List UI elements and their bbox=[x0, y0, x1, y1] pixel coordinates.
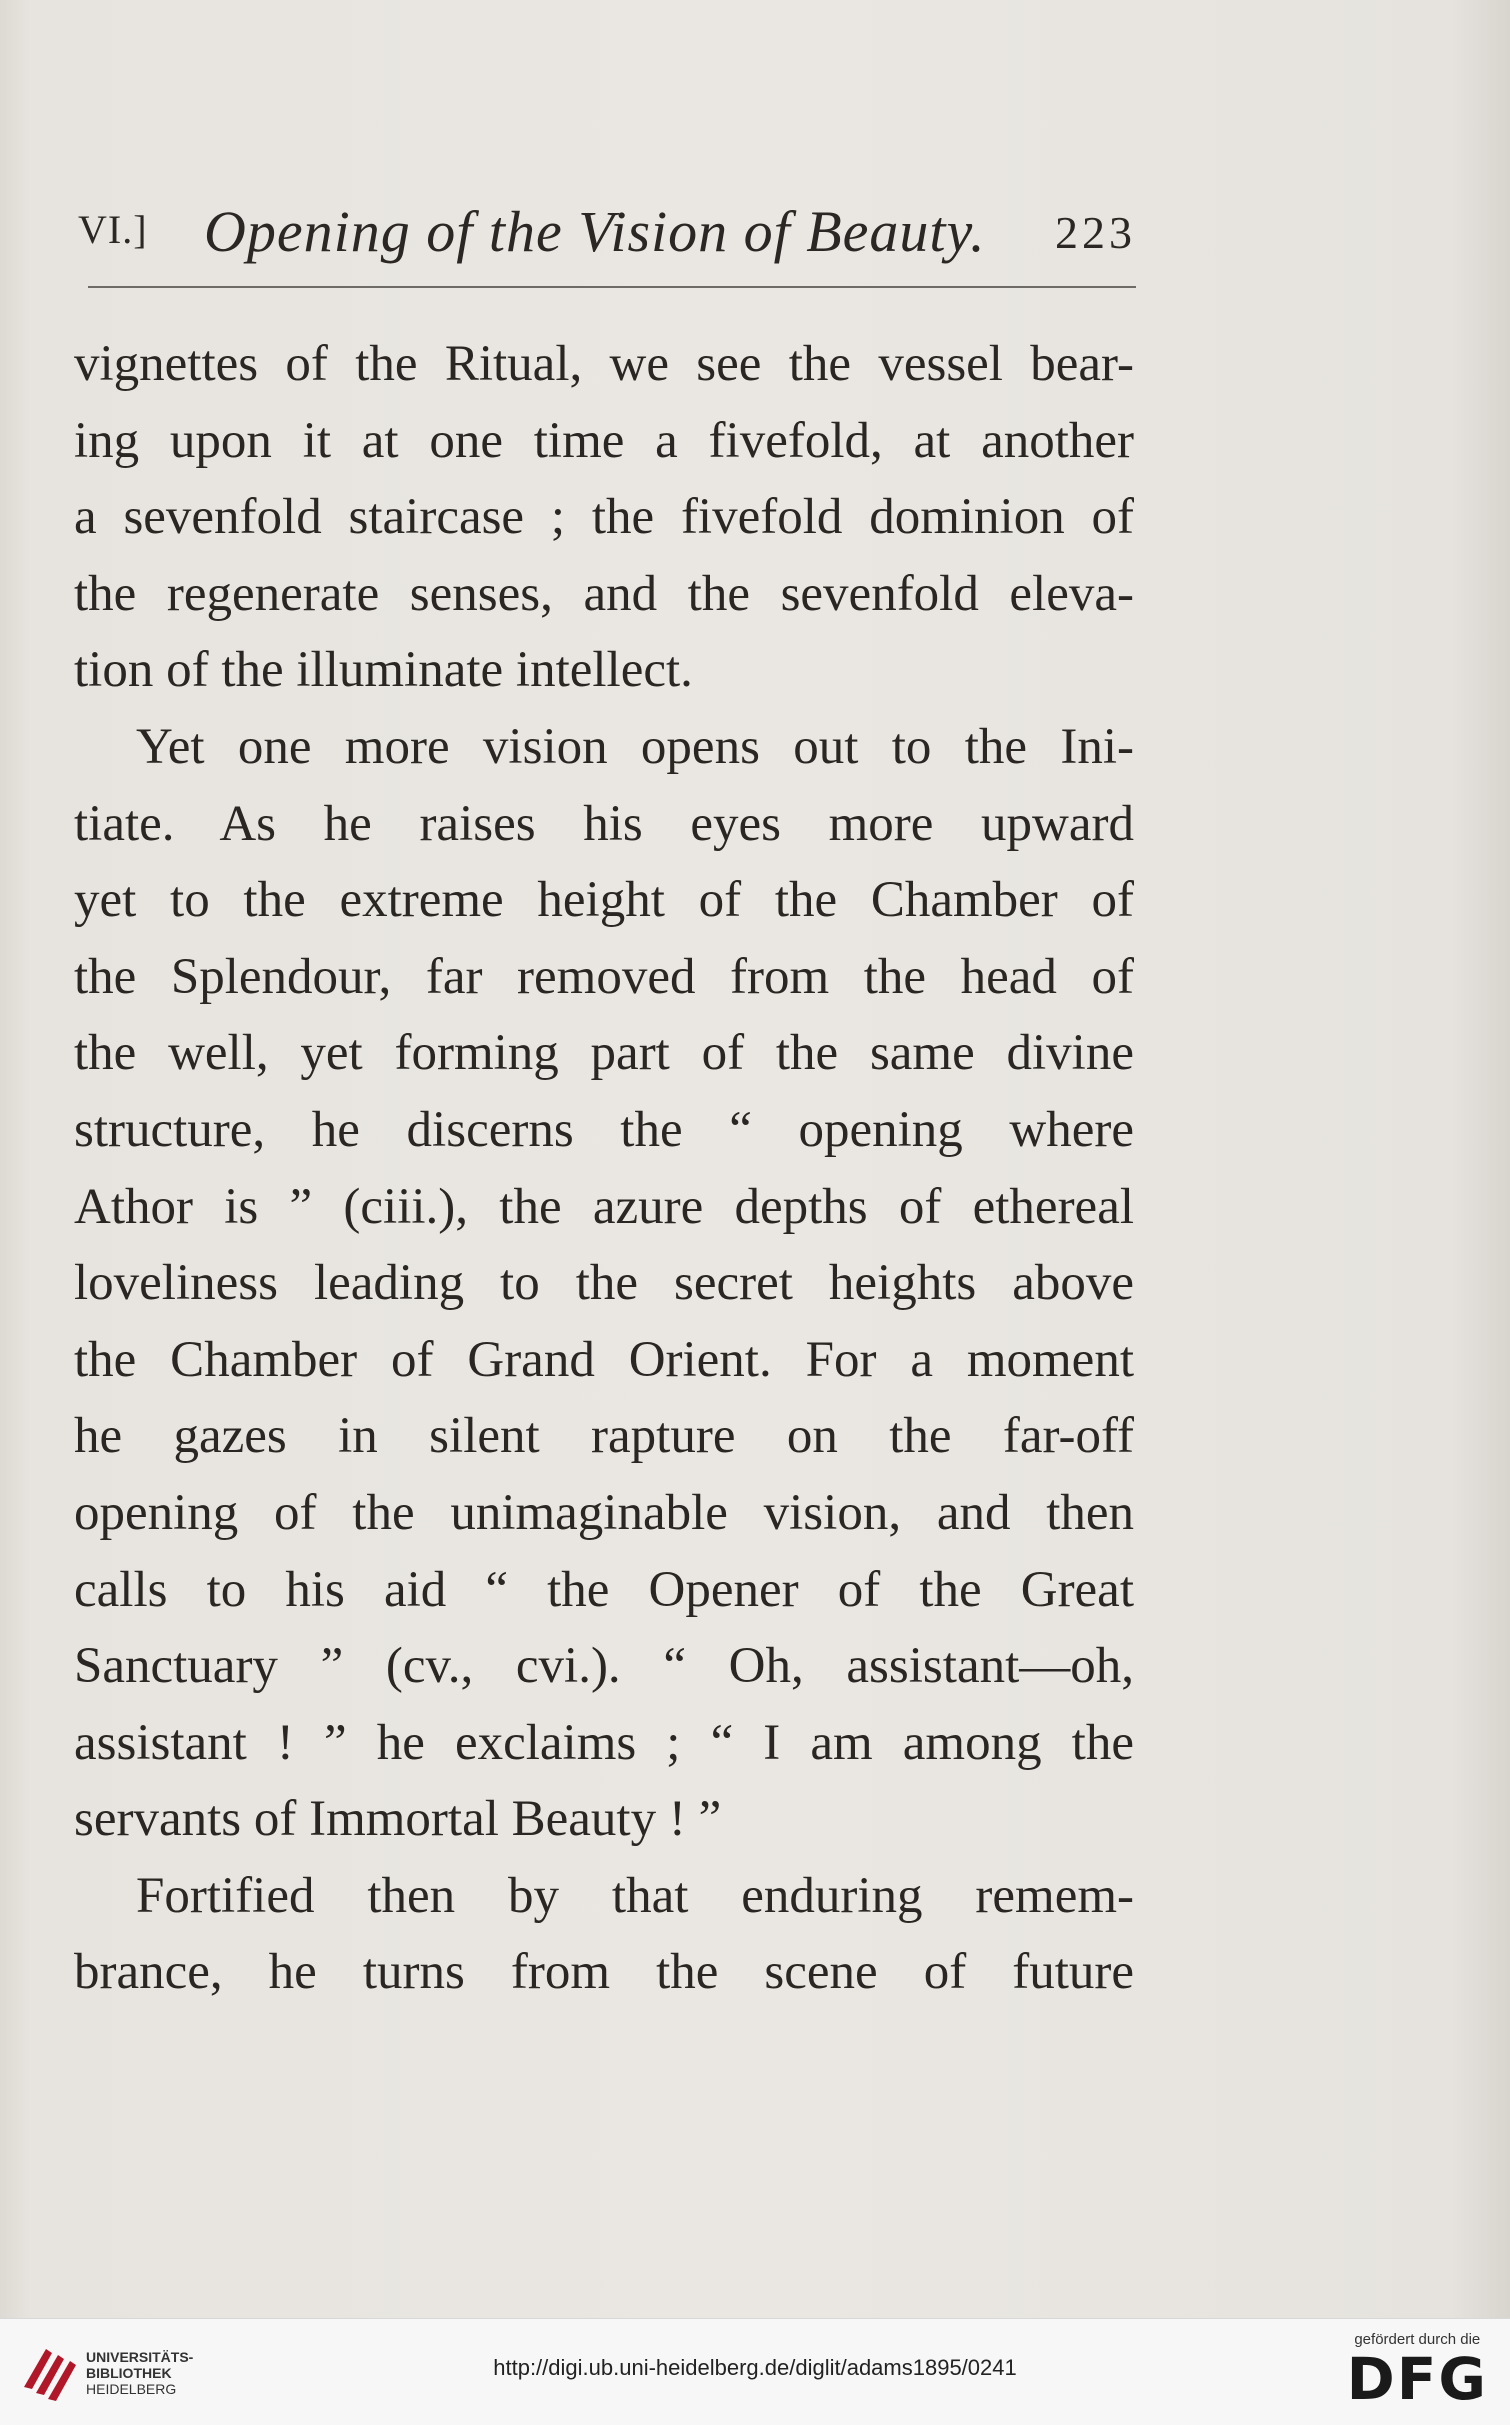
text-line: the regenerate senses, and the sevenfold eleva- bbox=[74, 565, 1134, 622]
text-line: opening of the unimaginable vision, and then bbox=[74, 1484, 1134, 1541]
text-line: loveliness leading to the secret heights above bbox=[74, 1255, 1134, 1312]
text-line: Fortified then by that enduring remem- bbox=[136, 1867, 1134, 1924]
text-line: Yet one more vision opens out to the Ini- bbox=[136, 718, 1134, 775]
page-number: 223 bbox=[1055, 207, 1136, 258]
library-name-line: UNIVERSITÄTS- bbox=[86, 2349, 194, 2365]
running-title: Opening of the Vision of Beauty. bbox=[204, 199, 986, 264]
running-header bbox=[78, 198, 1136, 282]
text-line: the well, yet forming part of the same divine bbox=[74, 1025, 1134, 1082]
text-line: yet to the extreme height of the Chamber of bbox=[74, 872, 1134, 929]
library-name-line: HEIDELBERG bbox=[86, 2381, 177, 2397]
text-line: he gazes in silent rapture on the far-off bbox=[74, 1408, 1134, 1465]
digitization-footer bbox=[0, 2318, 1510, 2425]
text-line: calls to his aid “ the Opener of the Great bbox=[74, 1561, 1134, 1618]
text-line: vignettes of the Ritual, we see the vessel bear- bbox=[74, 336, 1134, 392]
funder-credit bbox=[1346, 2331, 1488, 2413]
library-name-line: BIBLIOTHEK bbox=[86, 2365, 172, 2381]
source-url-link[interactable]: http://digi.ub.uni-heidelberg.de/diglit/adams1895/0241 bbox=[493, 2355, 1017, 2380]
text-line: structure, he discerns the “ opening where bbox=[74, 1101, 1134, 1158]
text-line: tiate. As he raises his eyes more upward bbox=[74, 795, 1134, 852]
dfg-logo: DFG bbox=[1346, 2345, 1488, 2413]
text-line: a sevenfold staircase ; the fivefold dominion of bbox=[74, 489, 1134, 546]
body-text bbox=[74, 326, 1134, 2011]
text-line: the Splendour, far removed from the head of bbox=[74, 948, 1134, 1005]
chapter-marker: VI.] bbox=[78, 207, 148, 252]
text-line: the Chamber of Grand Orient. For a moment bbox=[74, 1331, 1134, 1388]
funded-label: gefördert durch die bbox=[1354, 2331, 1481, 2348]
text-line: assistant ! ” he exclaims ; “ I am among the bbox=[74, 1714, 1134, 1771]
text-line: Athor is ” (ciii.), the azure depths of ethereal bbox=[74, 1178, 1134, 1235]
text-line: tion of the illuminate intellect. bbox=[74, 642, 693, 699]
text-line: brance, he turns from the scene of future bbox=[74, 1944, 1134, 2001]
text-line: Sanctuary ” (cv., cvi.). “ Oh, assistant—oh, bbox=[74, 1638, 1134, 1695]
text-line: servants of Immortal Beauty ! ” bbox=[74, 1791, 722, 1848]
header-rule bbox=[88, 286, 1136, 288]
text-line: ing upon it at one time a fivefold, at another bbox=[74, 412, 1134, 469]
